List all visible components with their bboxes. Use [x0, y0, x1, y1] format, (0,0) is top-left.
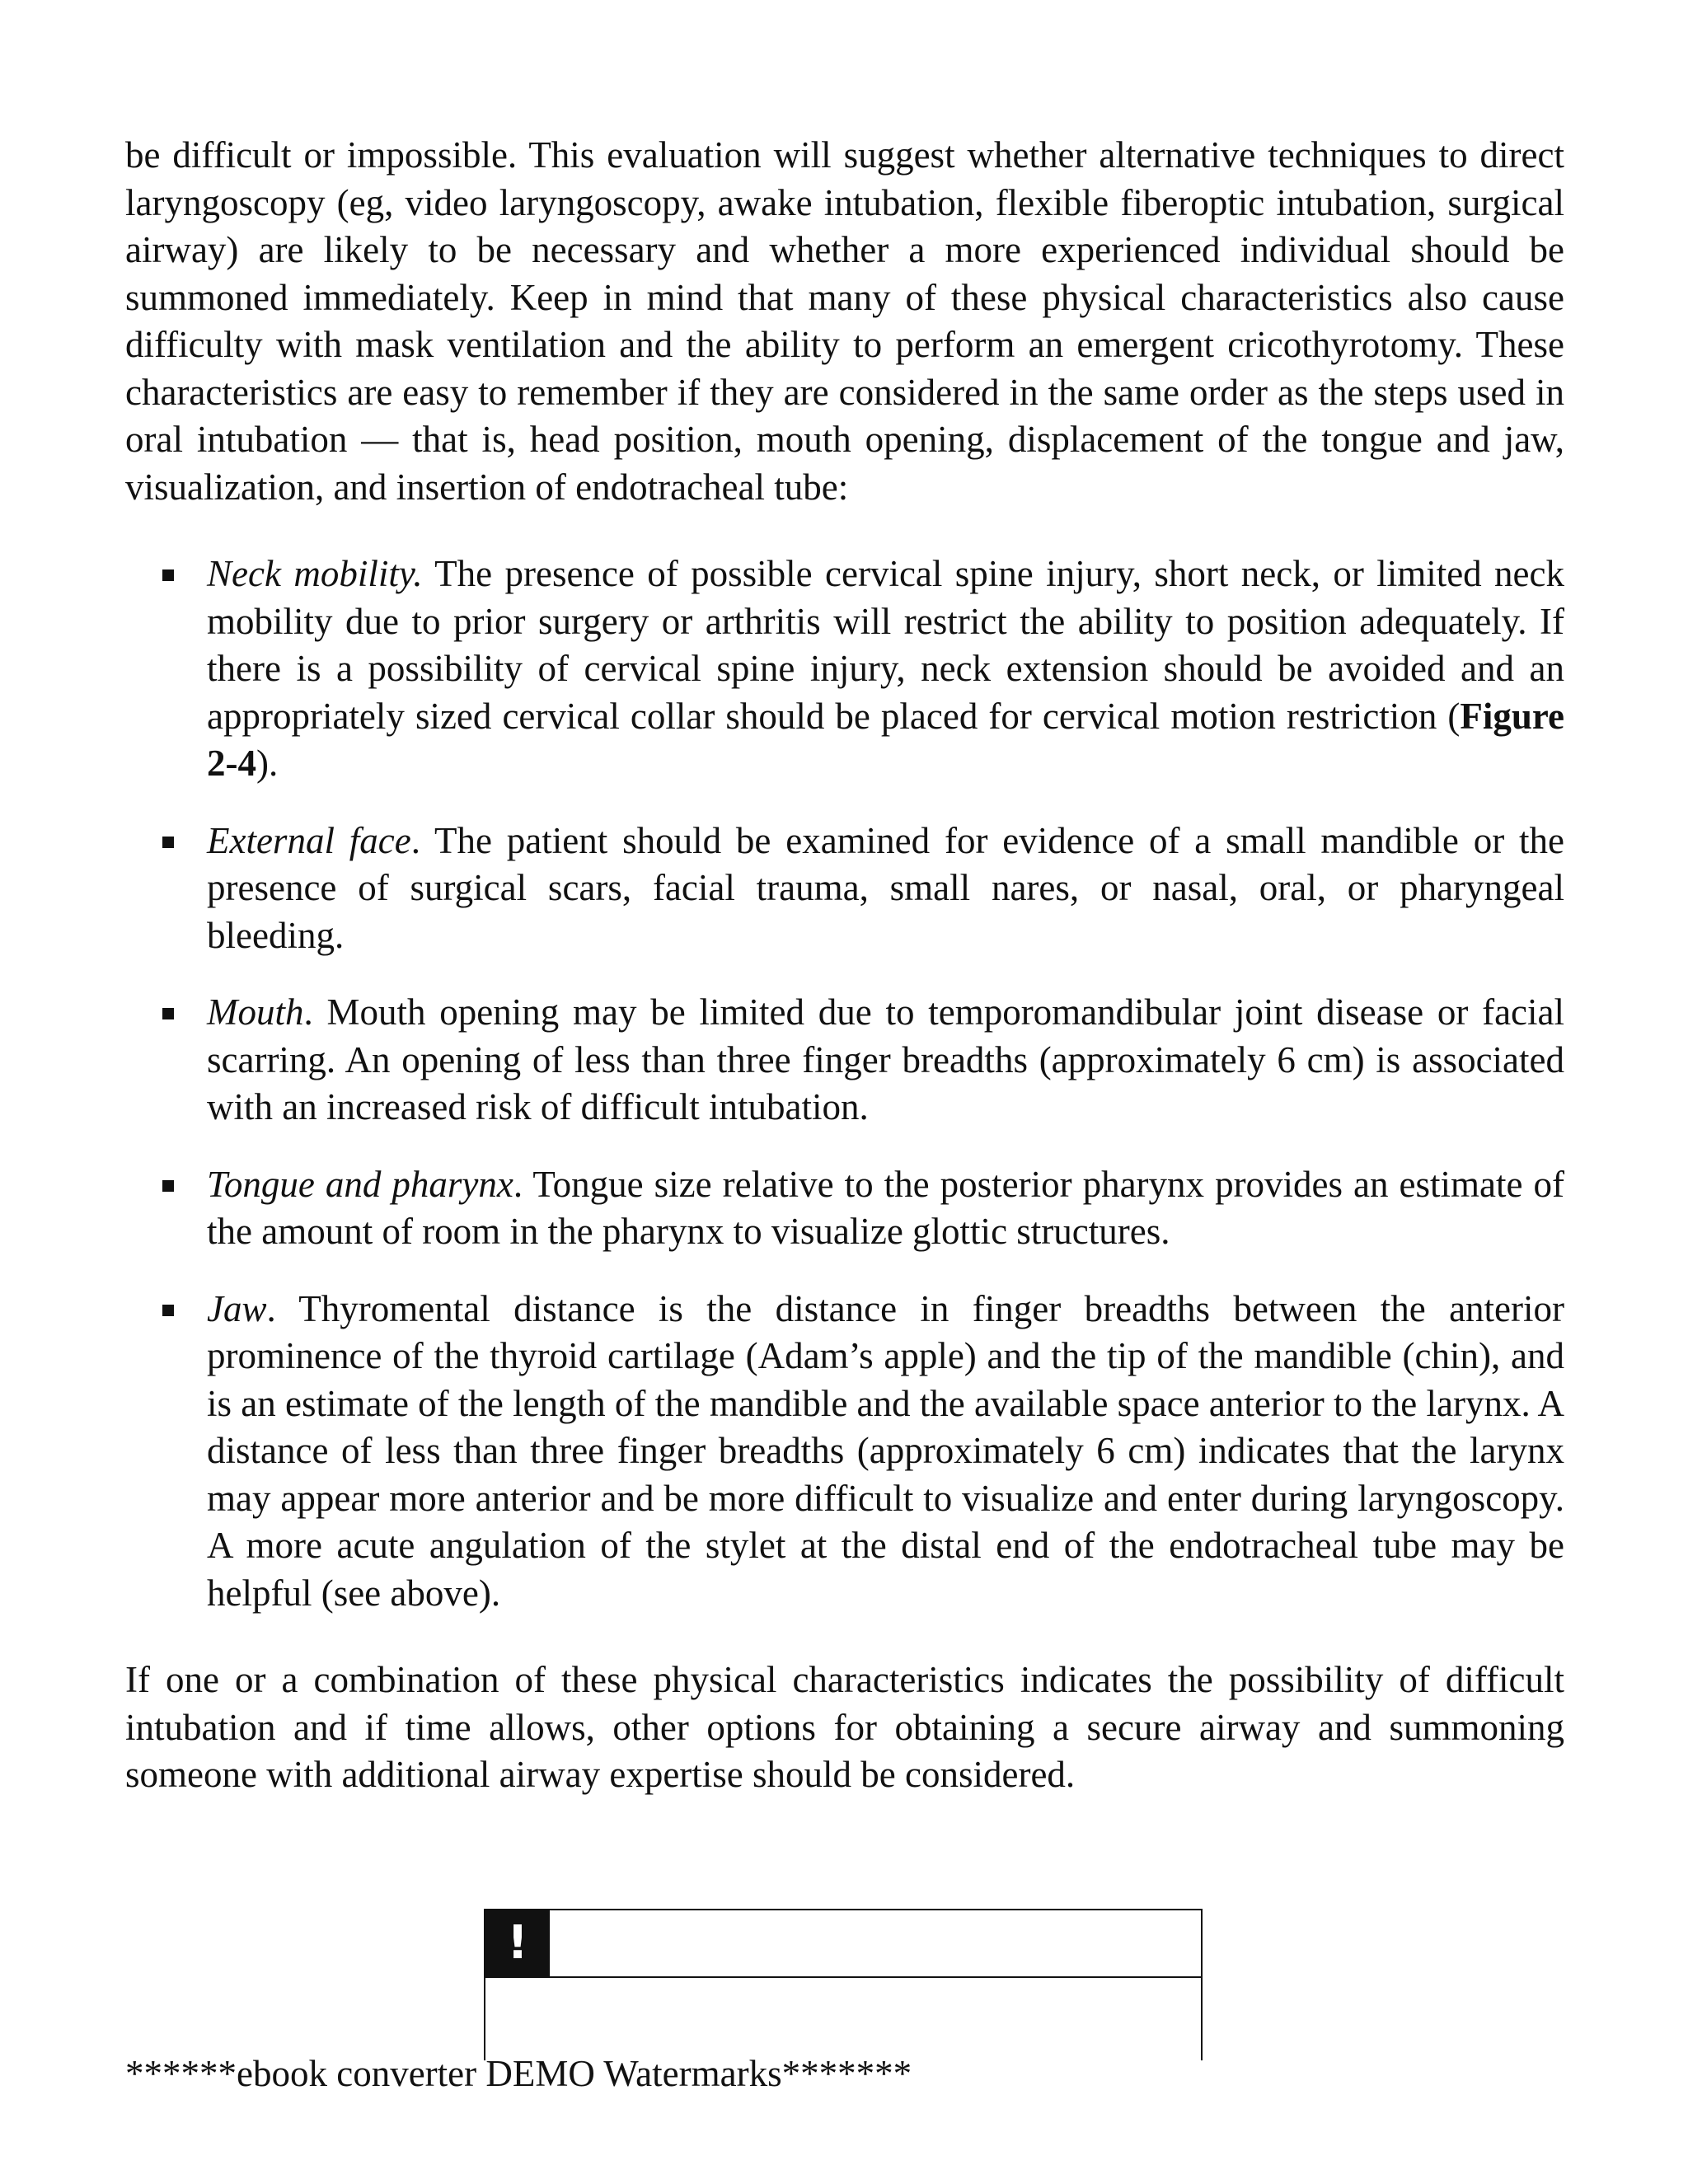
caution-box-header — [485, 1910, 1201, 1978]
square-bullet-icon — [162, 837, 174, 848]
characteristics-list — [125, 551, 1564, 1617]
list-item-external-face — [207, 818, 1564, 960]
figure-reference-link[interactable]: Figure 2-4 — [207, 695, 1564, 784]
list-item-term: Neck mobility. — [207, 553, 423, 594]
watermark-text: ******ebook converter DEMO Watermarks******* — [125, 2053, 912, 2094]
closing-paragraph: If one or a combination of these physical characteristics indicates the possibility of difficult intubation and if time allows, other options for obtaining a secure airway and summoning someone with additional airway expertise should be considered. — [125, 1659, 1564, 1795]
square-bullet-icon — [162, 1008, 174, 1019]
list-item-mouth — [207, 989, 1564, 1132]
list-item-text: . Mouth opening may be limited due to temporomandibular joint disease or facial scarring. An opening of less than three finger breadths (approximately 6 cm) is associated with an increased risk of difficult intubation. — [207, 991, 1564, 1127]
list-item-neck-mobility — [207, 551, 1564, 788]
caution-box — [484, 1909, 1203, 2060]
page-content — [125, 132, 1564, 1799]
list-item-tongue-pharynx — [207, 1161, 1564, 1256]
list-item-text: . The patient should be examined for evidence of a small mandible or the presence of surgical scars, facial trauma, small nares, or nasal, oral, or pharyngeal bleeding. — [207, 819, 1564, 956]
list-item-jaw — [207, 1286, 1564, 1618]
exclamation-icon: ! — [485, 1910, 550, 1976]
list-item-text: The presence of possible cervical spine injury, short neck, or limited neck mobility due to prior surgery or arthritis will restrict the ability to position adequately. If there is a possibility of cervical spine injury, neck extension should be avoided and an appropriately sized cervical collar should be placed for cervical motion restriction ( — [207, 553, 1565, 737]
list-item-text-after: ). — [256, 743, 279, 784]
square-bullet-icon — [162, 1305, 174, 1316]
list-item-term: Mouth — [207, 991, 304, 1033]
intro-paragraph: be difficult or impossible. This evaluation will suggest whether alternative techniques to direct laryngoscopy (eg, video laryngoscopy, awake intubation, flexible fiberoptic intubation, surgical airway) are likely to be necessary and whether a more experienced individual should be summoned immediately. Keep in mind that many of these physical characteristics also cause difficulty with mask ventilation and the ability to perform an emergent cricothyrotomy. These characteristics are easy to remember if they are considered in the same order as the steps used in oral intubation — that is, head position, mouth opening, displacement of the tongue and jaw, visualization, and insertion of endotracheal tube: — [125, 134, 1564, 508]
list-item-term: Jaw — [207, 1287, 267, 1329]
square-bullet-icon — [162, 1180, 174, 1192]
square-bullet-icon — [162, 569, 174, 581]
list-item-text: . Tongue size relative to the posterior pharynx provides an estimate of the amount of room in the pharynx to visualize glottic structures. — [207, 1163, 1564, 1252]
list-item-term: Tongue and pharynx — [207, 1163, 513, 1205]
list-item-text: . Thyromental distance is the distance in finger breadths between the anterior prominence of the thyroid cartilage (Adam’s apple) and the tip of the mandible (chin), and is an estimate of the length of the mandible and the available space anterior to the larynx. A distance of less than three finger breadths (approximately 6 cm) indicates that the larynx may appear more anterior and be more difficult to visualize and enter during laryngoscopy. A more acute angulation of the stylet at the distal end of the endotracheal tube may be helpful (see above). — [207, 1287, 1564, 1614]
list-item-term: External face — [207, 819, 411, 861]
